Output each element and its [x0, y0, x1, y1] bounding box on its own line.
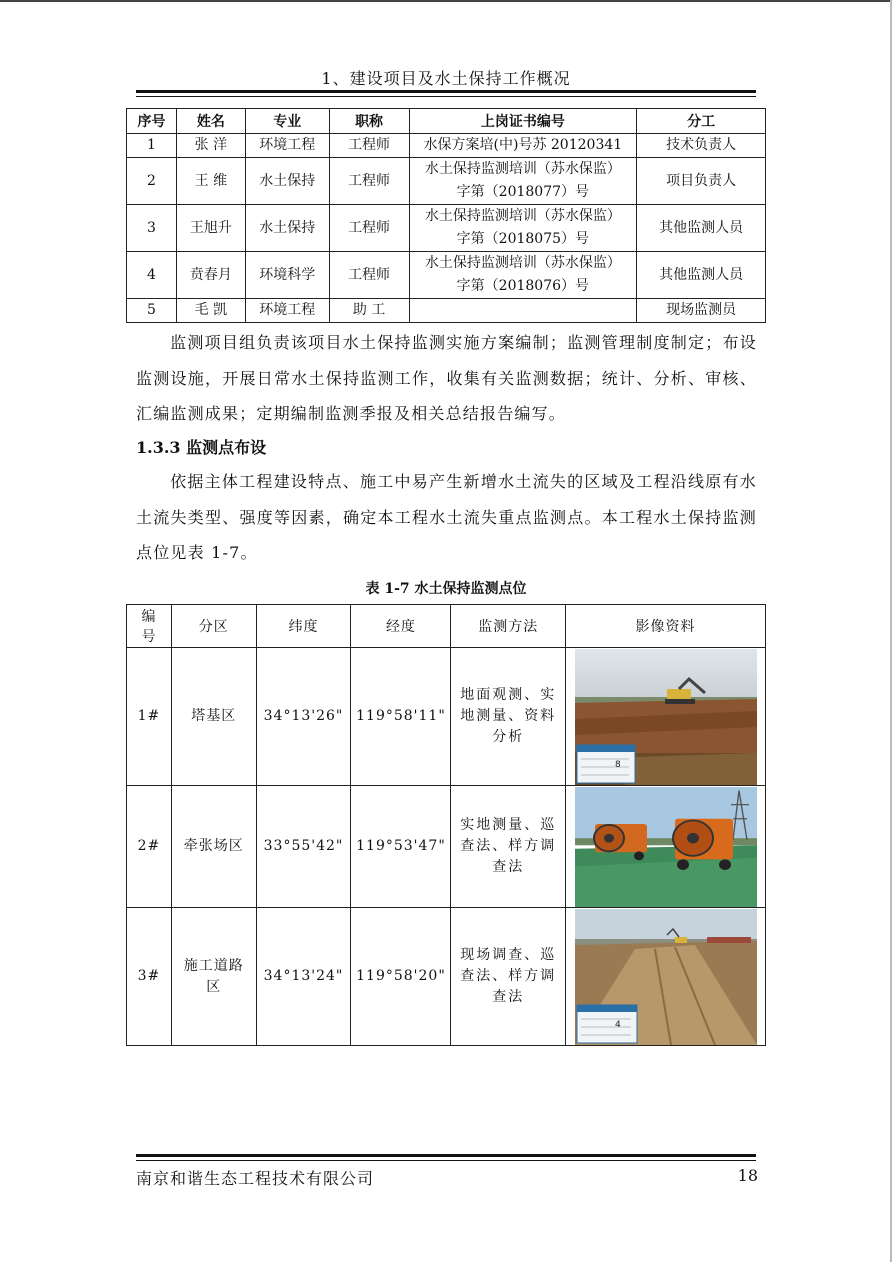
header-rule-thin: [136, 96, 756, 97]
cell-role: 其他监测人员: [637, 205, 766, 252]
cell-title: 工程师: [329, 134, 409, 158]
header-cell-no: 序号: [127, 109, 177, 134]
header-cell-latitude: 纬度: [256, 605, 351, 648]
cert-line-1: 水土保持监测培训（苏水保监）: [424, 161, 621, 177]
staff-table: [126, 108, 766, 323]
cert-line-2: 字第（2018076）号: [456, 278, 590, 294]
photo-sign-number: 8: [614, 759, 622, 770]
page-top-border: [0, 0, 892, 2]
header-cell-name: 姓名: [176, 109, 245, 134]
method-line-1: 现场调查、巡: [460, 947, 557, 963]
cert-line-1: 水土保持监测培训（苏水保监）: [424, 208, 621, 224]
cell-name: 毛 凯: [176, 299, 245, 323]
table-row: [127, 786, 766, 908]
cell-method: [451, 786, 566, 908]
cell-longitude: 119°53'47": [351, 786, 451, 908]
header-number-line-1: 编: [141, 609, 157, 625]
header-cell-method: 监测方法: [451, 605, 566, 648]
table-row: [127, 908, 766, 1046]
cell-no: 3: [127, 205, 177, 252]
method-line-2: 查法、样方调: [460, 838, 557, 854]
cell-image: [566, 648, 766, 786]
cell-role: 其他监测人员: [637, 252, 766, 299]
cell-title: 工程师: [329, 252, 409, 299]
monitoring-points-table: [126, 604, 766, 1046]
staff-table-header-row: [127, 109, 766, 134]
cell-title: 助 工: [329, 299, 409, 323]
paragraph-monitoring-duties: [136, 325, 757, 432]
cell-major: 环境工程: [245, 134, 329, 158]
cell-longitude: 119°58'20": [351, 908, 451, 1046]
photo-sign-number: 4: [614, 1019, 622, 1030]
cell-cert: [409, 205, 637, 252]
method-line-3: 查法: [492, 989, 525, 1005]
method-line-1: 地面观测、实: [460, 687, 557, 703]
cell-no: 1: [127, 134, 177, 158]
header-rule-thick: [136, 90, 756, 93]
cell-major: 环境科学: [245, 252, 329, 299]
cert-line-2: 字第（2018075）号: [456, 231, 590, 247]
header-cell-cert: 上岗证书编号: [409, 109, 637, 134]
header-cell-major: 专业: [245, 109, 329, 134]
cell-method: [451, 648, 566, 786]
header-cell-role: 分工: [637, 109, 766, 134]
site-photo-construction-road: [575, 909, 757, 1045]
paragraph-monitoring-points: [136, 464, 757, 571]
cell-cert: [409, 158, 637, 205]
table-caption: 表 1-7 水土保持监测点位: [365, 581, 527, 597]
table-row: [127, 134, 766, 158]
cell-title: 工程师: [329, 205, 409, 252]
header-cell-image: 影像资料: [566, 605, 766, 648]
footer-rule-thin: [136, 1160, 756, 1161]
method-line-1: 实地测量、巡: [460, 817, 557, 833]
cell-image: [566, 908, 766, 1046]
cert-line-1: 水土保持监测培训（苏水保监）: [424, 255, 621, 271]
site-photo-cable-reels: [575, 787, 757, 907]
cell-latitude: 34°13'26": [256, 648, 351, 786]
table-row: [127, 158, 766, 205]
running-header-title: 1、建设项目及水土保持工作概况: [321, 69, 571, 88]
paragraph-monitoring-duties-text: 监测项目组负责该项目水土保持监测实施方案编制；监测管理制度制定；布设监测设施，开展日常水土保持监测工作，收集有关监测数据；统计、分析、审核、汇编监测成果；定期编制监测季报及相关总结报告编写。: [136, 333, 757, 423]
table-row: [127, 205, 766, 252]
cell-major: 水土保持: [245, 158, 329, 205]
footer-rule-thick: [136, 1154, 756, 1157]
cell-role: 现场监测员: [637, 299, 766, 323]
cell-name: 王旭升: [176, 205, 245, 252]
cell-no: 2: [127, 158, 177, 205]
method-line-2: 地测量、资料: [460, 708, 557, 724]
zone-line-2: 区: [206, 978, 222, 995]
cell-image: [566, 786, 766, 908]
cell-major: 水土保持: [245, 205, 329, 252]
cell-zone: 塔基区: [171, 648, 256, 786]
cell-number: 1#: [127, 648, 172, 786]
footer-company: 南京和谐生态工程技术有限公司: [136, 1169, 375, 1188]
cell-zone: [171, 908, 256, 1046]
header-cell-zone: 分区: [171, 605, 256, 648]
cell-latitude: 33°55'42": [256, 786, 351, 908]
cell-cert: [409, 299, 637, 323]
cell-role: 技术负责人: [637, 134, 766, 158]
cell-role: 项目负责人: [637, 158, 766, 205]
method-line-3: 分析: [492, 729, 525, 745]
cell-zone: 牵张场区: [171, 786, 256, 908]
cell-number: 2#: [127, 786, 172, 908]
table-row: [127, 252, 766, 299]
section-heading: 1.3.3 监测点布设: [136, 438, 267, 457]
cell-method: [451, 908, 566, 1046]
cell-number: 3#: [127, 908, 172, 1046]
cell-longitude: 119°58'11": [351, 648, 451, 786]
method-line-2: 查法、样方调: [460, 968, 557, 984]
points-table-header-row: [127, 605, 766, 648]
header-cell-longitude: 经度: [351, 605, 451, 648]
cert-line-2: 字第（2018077）号: [456, 184, 590, 200]
cell-no: 5: [127, 299, 177, 323]
cell-name: 贲春月: [176, 252, 245, 299]
header-cell-number: [127, 605, 172, 648]
table-row: [127, 648, 766, 786]
table-row: [127, 299, 766, 323]
cell-name: 张 洋: [176, 134, 245, 158]
site-photo-excavator: [575, 649, 757, 785]
header-number-line-2: 号: [141, 629, 157, 645]
cell-name: 王 维: [176, 158, 245, 205]
page-number: 18: [737, 1166, 758, 1185]
cell-title: 工程师: [329, 158, 409, 205]
cell-cert: [409, 252, 637, 299]
cell-latitude: 34°13'24": [256, 908, 351, 1046]
cell-cert: 水保方案培(中)号苏 20120341: [409, 134, 637, 158]
header-cell-title: 职称: [329, 109, 409, 134]
method-line-3: 查法: [492, 859, 525, 875]
cell-major: 环境工程: [245, 299, 329, 323]
cell-no: 4: [127, 252, 177, 299]
paragraph-monitoring-points-text: 依据主体工程建设特点、施工中易产生新增水土流失的区域及工程沿线原有水土流失类型、强度等因素，确定本工程水土流失重点监测点。本工程水土保持监测点位见表 1-7。: [136, 472, 757, 562]
zone-line-1: 施工道路: [183, 957, 244, 974]
